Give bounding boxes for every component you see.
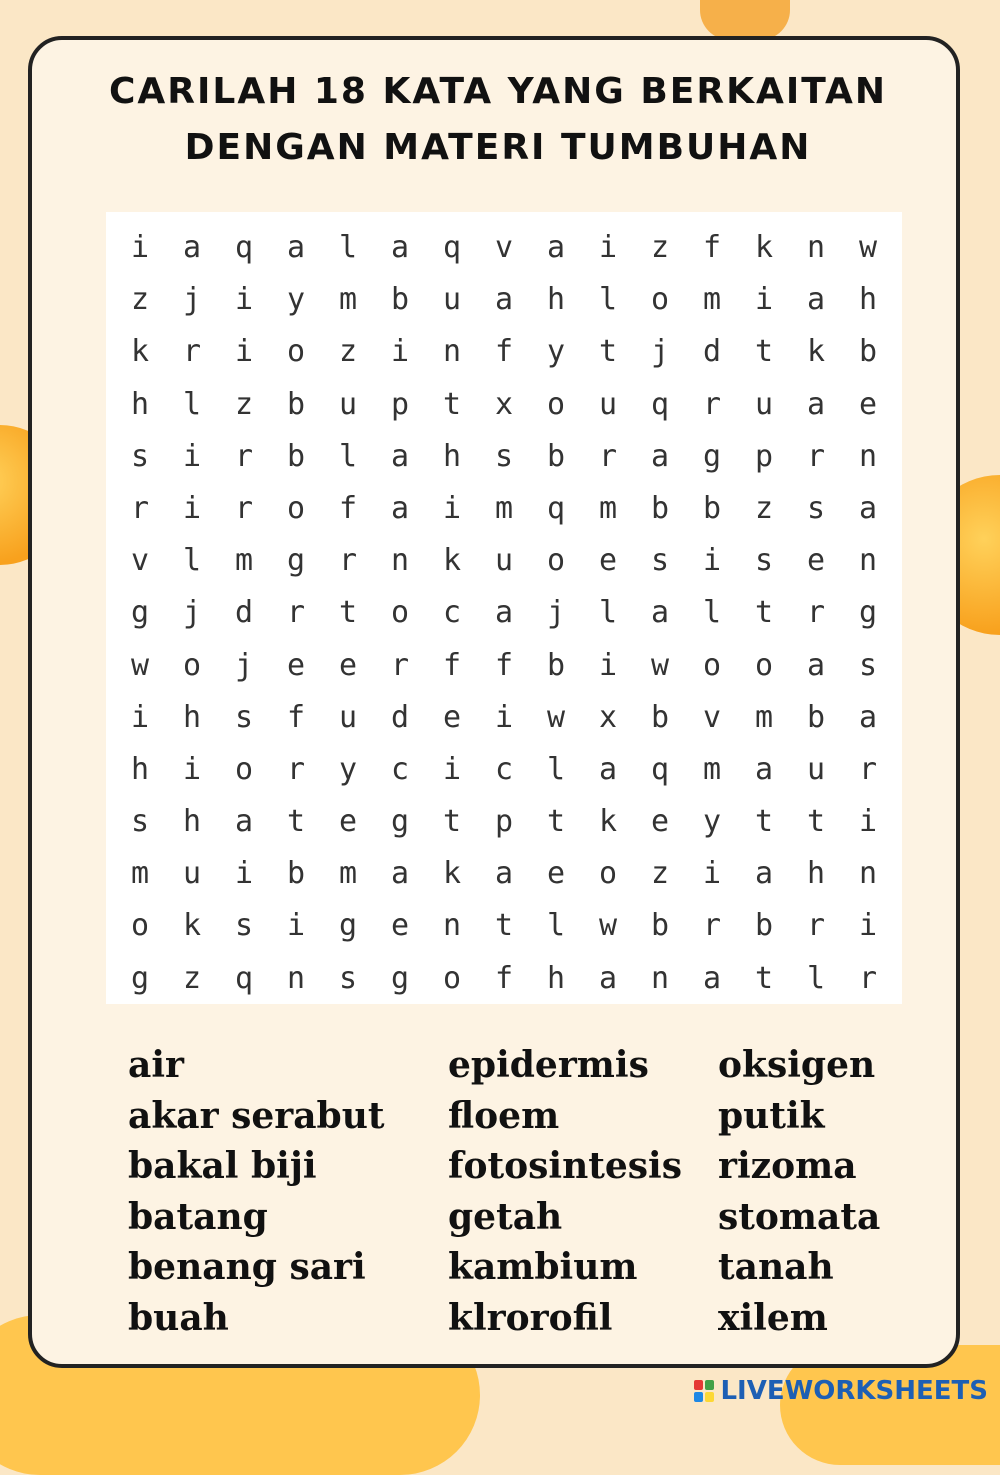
grid-cell[interactable]: k: [442, 543, 462, 579]
word-item: akar serabut: [128, 1094, 385, 1137]
grid-cell[interactable]: j: [234, 647, 254, 683]
word-item: getah: [448, 1195, 563, 1238]
grid-cell[interactable]: i: [442, 490, 462, 526]
grid-cell[interactable]: a: [546, 230, 566, 265]
grid-cell[interactable]: l: [702, 595, 722, 631]
grid-cell[interactable]: q: [546, 490, 566, 526]
grid-cell[interactable]: j: [650, 334, 670, 370]
grid-cell[interactable]: a: [286, 230, 306, 265]
grid-cell[interactable]: n: [858, 438, 878, 474]
grid-cell[interactable]: w: [598, 908, 618, 944]
grid-cell[interactable]: u: [442, 282, 462, 318]
grid-cell[interactable]: t: [338, 595, 358, 631]
grid-cell[interactable]: t: [754, 804, 774, 840]
grid-cell[interactable]: a: [858, 490, 878, 526]
grid-cell[interactable]: b: [858, 334, 878, 370]
grid-cell[interactable]: k: [598, 804, 618, 840]
grid-cell[interactable]: h: [546, 282, 566, 318]
grid-cell[interactable]: m: [702, 751, 722, 787]
grid-cell[interactable]: b: [702, 490, 722, 526]
grid-cell[interactable]: r: [286, 595, 306, 631]
grid-cell[interactable]: c: [442, 595, 462, 631]
grid-cell[interactable]: h: [442, 438, 462, 474]
grid-cell[interactable]: u: [754, 386, 774, 422]
grid-cell[interactable]: i: [182, 438, 202, 474]
grid-cell[interactable]: w: [130, 647, 150, 683]
grid-cell[interactable]: b: [650, 699, 670, 735]
grid-cell[interactable]: e: [390, 908, 410, 944]
grid-cell[interactable]: i: [130, 699, 150, 735]
grid-cell[interactable]: v: [130, 543, 150, 579]
word-list-column-2: [448, 1040, 682, 1343]
grid-cell[interactable]: d: [234, 595, 254, 631]
grid-cell[interactable]: o: [286, 334, 306, 370]
grid-cell[interactable]: g: [702, 438, 722, 474]
grid-cell[interactable]: u: [338, 699, 358, 735]
grid-cell[interactable]: m: [494, 490, 514, 526]
grid-cell[interactable]: a: [650, 595, 670, 631]
grid-cell[interactable]: h: [858, 282, 878, 318]
grid-cell[interactable]: q: [234, 960, 254, 996]
grid-cell[interactable]: e: [650, 804, 670, 840]
title-line-1: CARILAH 18 KATA YANG BERKAITAN: [109, 71, 887, 112]
grid-cell[interactable]: n: [858, 856, 878, 892]
grid-cell[interactable]: n: [806, 230, 826, 265]
word-item: tanah: [718, 1246, 834, 1288]
grid-cell[interactable]: k: [754, 230, 774, 265]
grid-cell[interactable]: w: [650, 647, 670, 683]
grid-cell[interactable]: f: [494, 647, 514, 683]
grid-cell[interactable]: s: [234, 908, 254, 944]
grid-cell[interactable]: e: [546, 856, 566, 892]
grid-cell[interactable]: h: [130, 751, 150, 787]
grid-cell[interactable]: k: [806, 334, 826, 370]
grid-cell[interactable]: i: [390, 334, 410, 370]
word-item: kambium: [448, 1246, 638, 1288]
grid-cell[interactable]: z: [650, 230, 670, 265]
grid-cell[interactable]: e: [338, 647, 358, 683]
grid-cell[interactable]: s: [338, 960, 358, 996]
grid-cell[interactable]: g: [130, 595, 150, 631]
grid-cell[interactable]: b: [546, 438, 566, 474]
grid-cell[interactable]: a: [650, 438, 670, 474]
grid-cell[interactable]: f: [702, 230, 722, 265]
word-item: air: [128, 1044, 184, 1086]
word-item: buah: [128, 1296, 229, 1339]
grid-cell[interactable]: t: [442, 804, 462, 840]
grid-cell[interactable]: a: [598, 751, 618, 787]
grid-cell[interactable]: i: [182, 490, 202, 526]
grid-cell[interactable]: n: [286, 960, 306, 996]
grid-cell[interactable]: b: [650, 490, 670, 526]
grid-cell[interactable]: c: [494, 751, 514, 787]
grid-cell[interactable]: t: [442, 386, 462, 422]
grid-cell[interactable]: s: [806, 490, 826, 526]
grid-cell[interactable]: b: [390, 282, 410, 318]
grid-cell[interactable]: b: [650, 908, 670, 944]
grid-cell[interactable]: z: [130, 282, 150, 318]
grid-cell[interactable]: r: [702, 908, 722, 944]
grid-cell[interactable]: i: [702, 543, 722, 579]
grid-cell[interactable]: g: [858, 595, 878, 631]
grid-cell[interactable]: a: [754, 751, 774, 787]
grid-cell[interactable]: r: [338, 543, 358, 579]
grid-cell[interactable]: i: [442, 751, 462, 787]
grid-cell[interactable]: l: [598, 595, 618, 631]
grid-cell[interactable]: v: [494, 230, 514, 265]
grid-cell[interactable]: e: [338, 804, 358, 840]
grid-cell[interactable]: n: [442, 334, 462, 370]
word-item: fotosintesis: [448, 1145, 682, 1187]
grid-cell[interactable]: z: [234, 386, 254, 422]
grid-cell[interactable]: s: [130, 438, 150, 474]
grid-cell[interactable]: z: [754, 490, 774, 526]
grid-cell[interactable]: y: [338, 751, 358, 787]
liveworksheets-logo-icon: [694, 1380, 714, 1402]
grid-cell[interactable]: a: [494, 856, 514, 892]
grid-cell[interactable]: h: [182, 804, 202, 840]
grid-cell[interactable]: j: [182, 595, 202, 631]
grid-cell[interactable]: l: [338, 230, 358, 265]
grid-cell[interactable]: f: [494, 334, 514, 370]
word-search-board: [106, 212, 902, 1004]
grid-cell[interactable]: t: [806, 804, 826, 840]
grid-cell[interactable]: t: [494, 908, 514, 944]
grid-cell[interactable]: z: [338, 334, 358, 370]
grid-cell[interactable]: t: [598, 334, 618, 370]
grid-cell[interactable]: b: [286, 438, 306, 474]
title-line-2: DENGAN MATERI TUMBUHAN: [184, 127, 812, 168]
word-item: rizoma: [718, 1145, 857, 1187]
grid-cell[interactable]: a: [806, 386, 826, 422]
word-item: epidermis: [448, 1044, 649, 1086]
grid-cell[interactable]: b: [546, 647, 566, 683]
grid-cell[interactable]: u: [494, 543, 514, 579]
grid-cell[interactable]: s: [754, 543, 774, 579]
grid-cell[interactable]: z: [650, 856, 670, 892]
grid-cell[interactable]: m: [338, 856, 358, 892]
grid-cell[interactable]: n: [858, 543, 878, 579]
grid-cell[interactable]: n: [650, 960, 670, 996]
grid-cell[interactable]: o: [754, 647, 774, 683]
grid-cell[interactable]: h: [182, 699, 202, 735]
grid-cell[interactable]: r: [806, 908, 826, 944]
grid-cell[interactable]: i: [858, 908, 878, 944]
grid-cell[interactable]: e: [442, 699, 462, 735]
worksheet-title: [92, 64, 904, 176]
grid-cell[interactable]: q: [234, 230, 254, 265]
grid-cell[interactable]: a: [858, 699, 878, 735]
grid-cell[interactable]: k: [130, 334, 150, 370]
grid-cell[interactable]: i: [858, 804, 878, 840]
grid-cell[interactable]: d: [702, 334, 722, 370]
word-item: xilem: [718, 1296, 828, 1339]
grid-cell[interactable]: m: [702, 282, 722, 318]
grid-cell[interactable]: a: [390, 438, 410, 474]
grid-cell[interactable]: j: [546, 595, 566, 631]
grid-cell[interactable]: a: [702, 960, 722, 996]
grid-cell[interactable]: m: [234, 543, 254, 579]
grid-cell[interactable]: n: [442, 908, 462, 944]
grid-cell[interactable]: x: [598, 699, 618, 735]
grid-cell[interactable]: o: [442, 960, 462, 996]
grid-cell[interactable]: i: [182, 751, 202, 787]
grid-cell[interactable]: q: [650, 751, 670, 787]
grid-cell[interactable]: o: [650, 282, 670, 318]
grid-cell[interactable]: l: [598, 282, 618, 318]
grid-cell[interactable]: h: [546, 960, 566, 996]
grid-cell[interactable]: w: [546, 699, 566, 735]
grid-cell[interactable]: s: [858, 647, 878, 683]
grid-cell[interactable]: o: [390, 595, 410, 631]
grid-cell[interactable]: i: [234, 282, 254, 318]
grid-cell[interactable]: i: [598, 647, 618, 683]
grid-cell[interactable]: z: [182, 960, 202, 996]
grid-cell[interactable]: f: [286, 699, 306, 735]
grid-cell[interactable]: r: [182, 334, 202, 370]
grid-cell[interactable]: f: [494, 960, 514, 996]
grid-cell[interactable]: p: [494, 804, 514, 840]
grid-cell[interactable]: t: [754, 595, 774, 631]
grid-cell[interactable]: e: [598, 543, 618, 579]
grid-cell[interactable]: a: [598, 960, 618, 996]
grid-cell[interactable]: o: [702, 647, 722, 683]
grid-cell[interactable]: p: [390, 386, 410, 422]
word-item: benang sari: [128, 1246, 366, 1288]
grid-cell[interactable]: e: [806, 543, 826, 579]
grid-cell[interactable]: r: [858, 960, 878, 996]
grid-cell[interactable]: a: [234, 804, 254, 840]
grid-cell[interactable]: y: [546, 334, 566, 370]
grid-cell[interactable]: o: [234, 751, 254, 787]
word-item: stomata: [718, 1195, 881, 1238]
word-item: bakal biji: [128, 1145, 317, 1187]
grid-cell[interactable]: o: [546, 543, 566, 579]
grid-cell[interactable]: j: [182, 282, 202, 318]
letter-grid: [114, 222, 894, 1005]
grid-cell[interactable]: v: [702, 699, 722, 735]
grid-cell[interactable]: a: [182, 230, 202, 265]
grid-cell[interactable]: m: [338, 282, 358, 318]
grid-cell[interactable]: p: [754, 438, 774, 474]
grid-cell[interactable]: s: [650, 543, 670, 579]
worksheet-card: [28, 36, 960, 1368]
grid-cell[interactable]: o: [598, 856, 618, 892]
word-item: klrorofil: [448, 1296, 613, 1339]
word-item: floem: [448, 1094, 560, 1137]
grid-cell[interactable]: o: [182, 647, 202, 683]
grid-cell[interactable]: f: [442, 647, 462, 683]
grid-cell[interactable]: g: [390, 960, 410, 996]
grid-cell[interactable]: f: [338, 490, 358, 526]
grid-cell[interactable]: q: [442, 230, 462, 265]
grid-cell[interactable]: g: [390, 804, 410, 840]
grid-cell[interactable]: h: [806, 856, 826, 892]
grid-cell[interactable]: u: [806, 751, 826, 787]
grid-cell[interactable]: a: [390, 490, 410, 526]
word-item: batang: [128, 1195, 268, 1238]
grid-cell[interactable]: a: [494, 595, 514, 631]
grid-cell[interactable]: i: [754, 282, 774, 318]
decor-top-shape: [700, 0, 790, 40]
grid-cell[interactable]: o: [130, 908, 150, 944]
grid-cell[interactable]: s: [130, 804, 150, 840]
grid-cell[interactable]: g: [286, 543, 306, 579]
grid-cell[interactable]: i: [494, 699, 514, 735]
grid-cell[interactable]: q: [650, 386, 670, 422]
grid-cell[interactable]: x: [494, 386, 514, 422]
grid-cell[interactable]: a: [390, 230, 410, 265]
grid-cell[interactable]: r: [598, 438, 618, 474]
grid-cell[interactable]: a: [806, 282, 826, 318]
grid-cell[interactable]: b: [286, 856, 306, 892]
grid-cell[interactable]: m: [130, 856, 150, 892]
grid-cell[interactable]: l: [338, 438, 358, 474]
grid-cell[interactable]: k: [182, 908, 202, 944]
grid-cell[interactable]: t: [754, 334, 774, 370]
grid-cell[interactable]: i: [598, 230, 618, 265]
grid-cell[interactable]: a: [754, 856, 774, 892]
word-list-column-3: [718, 1040, 880, 1343]
grid-cell[interactable]: s: [494, 438, 514, 474]
grid-cell[interactable]: e: [858, 386, 878, 422]
grid-cell[interactable]: t: [546, 804, 566, 840]
grid-cell[interactable]: g: [130, 960, 150, 996]
grid-cell[interactable]: i: [234, 334, 254, 370]
grid-cell[interactable]: r: [858, 751, 878, 787]
grid-cell[interactable]: l: [806, 960, 826, 996]
grid-cell[interactable]: r: [286, 751, 306, 787]
grid-cell[interactable]: h: [130, 386, 150, 422]
grid-cell[interactable]: i: [234, 856, 254, 892]
grid-cell[interactable]: r: [234, 438, 254, 474]
grid-cell[interactable]: s: [234, 699, 254, 735]
grid-cell[interactable]: u: [598, 386, 618, 422]
grid-cell[interactable]: t: [286, 804, 306, 840]
grid-cell[interactable]: a: [390, 856, 410, 892]
grid-cell[interactable]: r: [702, 386, 722, 422]
grid-cell[interactable]: u: [182, 856, 202, 892]
grid-cell[interactable]: l: [546, 908, 566, 944]
grid-cell[interactable]: d: [390, 699, 410, 735]
grid-cell[interactable]: g: [338, 908, 358, 944]
liveworksheets-logo[interactable]: [694, 1375, 988, 1407]
grid-cell[interactable]: r: [806, 438, 826, 474]
grid-cell[interactable]: a: [494, 282, 514, 318]
grid-cell[interactable]: b: [806, 699, 826, 735]
grid-cell[interactable]: w: [858, 230, 878, 265]
grid-cell[interactable]: b: [286, 386, 306, 422]
grid-cell[interactable]: y: [286, 282, 306, 318]
grid-cell[interactable]: l: [546, 751, 566, 787]
grid-cell[interactable]: n: [390, 543, 410, 579]
grid-cell[interactable]: o: [286, 490, 306, 526]
grid-cell[interactable]: m: [598, 490, 618, 526]
logo-text: LIVEWORKSHEETS: [720, 1376, 988, 1406]
word-item: oksigen: [718, 1044, 876, 1086]
grid-cell[interactable]: r: [130, 490, 150, 526]
grid-cell[interactable]: r: [390, 647, 410, 683]
grid-cell[interactable]: m: [754, 699, 774, 735]
grid-cell[interactable]: k: [442, 856, 462, 892]
grid-cell[interactable]: i: [130, 230, 150, 265]
grid-cell[interactable]: r: [234, 490, 254, 526]
grid-cell[interactable]: i: [702, 856, 722, 892]
grid-cell[interactable]: b: [754, 908, 774, 944]
grid-cell[interactable]: y: [702, 804, 722, 840]
grid-cell[interactable]: l: [182, 386, 202, 422]
grid-cell[interactable]: o: [546, 386, 566, 422]
word-item: putik: [718, 1094, 825, 1137]
grid-cell[interactable]: t: [754, 960, 774, 996]
grid-cell[interactable]: r: [806, 595, 826, 631]
grid-cell[interactable]: u: [338, 386, 358, 422]
grid-cell[interactable]: i: [286, 908, 306, 944]
grid-cell[interactable]: e: [286, 647, 306, 683]
word-list-column-1: [128, 1040, 385, 1343]
grid-cell[interactable]: a: [806, 647, 826, 683]
grid-cell[interactable]: l: [182, 543, 202, 579]
grid-cell[interactable]: c: [390, 751, 410, 787]
